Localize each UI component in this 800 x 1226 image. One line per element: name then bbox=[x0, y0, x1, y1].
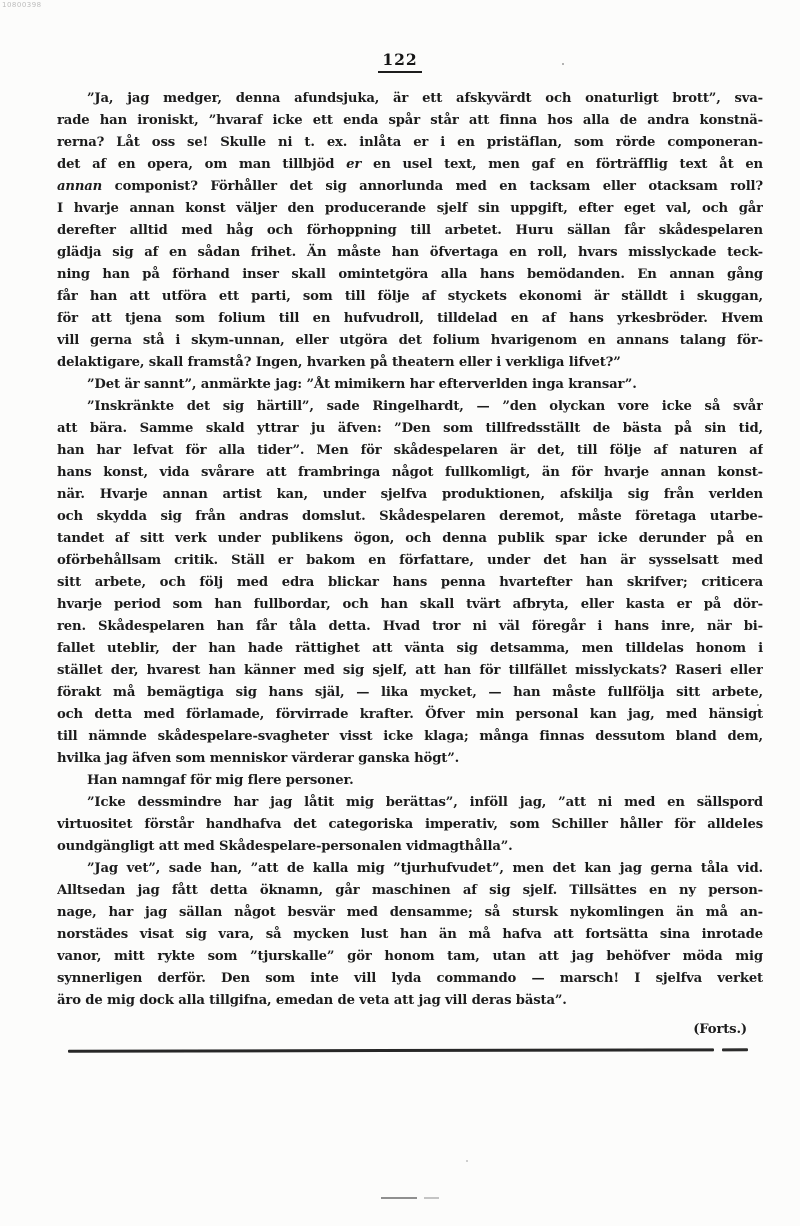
text-segment: oförbehållsam critik. Ställ er bakom en författare, under det han är sysselsatt med bbox=[57, 553, 763, 568]
bottom-smudge-mark bbox=[381, 1196, 445, 1199]
text-line bbox=[57, 550, 763, 572]
text-line bbox=[57, 682, 763, 704]
continuation-mark: (Forts.) bbox=[693, 1022, 747, 1037]
text-line bbox=[57, 858, 763, 880]
text-segment: tandet af sitt verk under publikens ögon, och denna publik spar icke derunder på en bbox=[57, 531, 763, 546]
text-line bbox=[57, 572, 763, 594]
text-line bbox=[57, 418, 763, 440]
text-line bbox=[57, 88, 763, 110]
rule-main-segment bbox=[68, 1048, 714, 1052]
bottom-rule bbox=[68, 1048, 750, 1052]
text-line bbox=[57, 946, 763, 968]
text-line bbox=[57, 660, 763, 682]
text-segment: nage, har jag sällan något besvär med densamme; så stursk nykomlingen än må an- bbox=[57, 905, 763, 920]
text-line bbox=[57, 968, 763, 990]
text-line bbox=[57, 748, 763, 770]
text-segment: componist? Förhåller det sig annorlunda med en tacksam eller otacksam roll? bbox=[102, 179, 763, 194]
text-line bbox=[57, 902, 763, 924]
text-segment: när. Hvarje annan artist kan, under sjelfva produktionen, afskilja sig från verlden bbox=[57, 487, 763, 502]
text-line bbox=[57, 176, 763, 198]
text-segment: hvarje period som han fullbordar, och han skall tvärt afbryta, eller kasta er på dör- bbox=[57, 597, 763, 612]
text-segment: fallet uteblir, der han hade rättighet att vänta sig detsamma, men tilldelas honom i bbox=[57, 641, 763, 656]
text-segment: hans konst, vida svårare att frambringa något fullkomligt, än för hvarje annan konst- bbox=[57, 465, 763, 480]
text-segment: ”Det är sannt”, anmärkte jag: ”Åt mimikern har efterverlden inga kransar”. bbox=[87, 377, 637, 392]
text-line bbox=[57, 286, 763, 308]
text-segment: han har lefvat för alla tider”. Men för skådespelaren är det, till följe af naturen af bbox=[57, 443, 763, 458]
text-line bbox=[57, 836, 763, 858]
text-segment: rade han ironiskt, ”hvaraf icke ett enda spår står att finna hos alla de andra konstnä- bbox=[57, 113, 763, 128]
italic-text-segment: annan bbox=[57, 179, 103, 194]
text-segment: stället der, hvarest han känner med sig sjelf, att han för tillfället misslyckats? Raseri eller bbox=[57, 663, 763, 678]
text-segment: ”Ja, jag medger, denna afundsjuka, är ett afskyvärdt och onaturligt brott”, sva- bbox=[87, 91, 763, 106]
smudge-dark-segment bbox=[381, 1197, 417, 1199]
text-segment: Han namngaf för mig flere personer. bbox=[87, 773, 354, 788]
text-segment: vanor, mitt rykte som ”tjurskalle” gör honom tam, utan att jag behöfver möda mig bbox=[57, 949, 763, 964]
text-line bbox=[57, 264, 763, 286]
page-header bbox=[0, 50, 800, 73]
text-line bbox=[57, 462, 763, 484]
text-segment: ”Jag vet”, sade han, ”att de kalla mig ”tjurhufvudet”, men det kan jag gerna tåla vid. bbox=[87, 861, 763, 876]
smudge-light-segment bbox=[424, 1197, 439, 1199]
text-segment: glädja sig af en sådan frihet. Än måste han öfvertaga en roll, hvars misslyckade teck- bbox=[57, 245, 763, 260]
text-line bbox=[57, 528, 763, 550]
text-segment: äro de mig dock alla tillgifna, emedan de veta att jag vill deras bästa”. bbox=[57, 993, 567, 1008]
text-segment: till nämnde skådespelare-svagheter visst icke klaga; många finnas dessutom bland dem, bbox=[57, 729, 763, 744]
text-segment: det af en opera, om man tillbjöd bbox=[57, 157, 347, 172]
text-segment: att bära. Samme skald yttrar ju äfven: ”Den som tillfredsställt de bästa på sin tid, bbox=[57, 421, 763, 436]
scan-id-watermark: 10800398 bbox=[2, 1, 42, 9]
ink-speck bbox=[757, 704, 759, 706]
text-line bbox=[57, 506, 763, 528]
text-line bbox=[57, 352, 763, 374]
text-segment: vill gerna stå i skym-unnan, eller utgöra det folium hvarigenom en annans talang för- bbox=[57, 333, 763, 348]
text-segment: rerna? Låt oss se! Skulle ni t. ex. inlåta er i en pristäflan, som rörde componeran- bbox=[57, 135, 763, 150]
rule-gap bbox=[714, 1049, 722, 1050]
italic-text-segment: er bbox=[346, 157, 362, 172]
text-line bbox=[57, 132, 763, 154]
text-segment: synnerligen derför. Den som inte vill lyda commando — marsch! I sjelfva verket bbox=[57, 971, 763, 986]
text-segment: och skydda sig från andras domslut. Skådespelaren deremot, måste företaga utarbe- bbox=[57, 509, 763, 524]
text-line bbox=[57, 594, 763, 616]
ink-speck bbox=[466, 1160, 468, 1162]
text-line bbox=[57, 880, 763, 902]
text-line bbox=[57, 198, 763, 220]
text-lines-container bbox=[57, 88, 763, 1012]
text-line bbox=[57, 770, 763, 792]
text-segment: en usel text, men gaf en förträfflig text åt en bbox=[361, 157, 763, 172]
text-segment: ning han på förhand inser skall omintetgöra alla hans bemödanden. En annan gång bbox=[57, 267, 763, 282]
ink-speck bbox=[562, 63, 564, 65]
text-segment: ”Inskränkte det sig härtill”, sade Ringelhardt, — ”den olyckan vore icke så svår bbox=[87, 399, 763, 414]
text-line bbox=[57, 154, 763, 176]
text-line bbox=[57, 484, 763, 506]
text-segment: I hvarje annan konst väljer den producerande sjelf sin uppgift, efter eget val, och går bbox=[57, 201, 763, 216]
text-line bbox=[57, 792, 763, 814]
text-segment: norstädes visat sig vara, så mycken lust han än må hafva att fortsätta sina inrotade bbox=[57, 927, 763, 942]
text-line bbox=[57, 396, 763, 418]
text-segment: ren. Skådespelaren han får tåla detta. Hvad tror ni väl föregår i hans inre, när bi- bbox=[57, 619, 763, 634]
text-segment: får han att utföra ett parti, som till följe af styckets ekonomi är ställdt i skuggan, bbox=[57, 289, 763, 304]
page-number: 122 bbox=[378, 50, 421, 73]
text-line bbox=[57, 990, 763, 1012]
text-segment: och detta med förlamade, förvirrade krafter. Öfver min personal kan jag, med hänsigt bbox=[57, 707, 763, 722]
text-line bbox=[57, 374, 763, 396]
text-segment: för att tjena som folium till en hufvudroll, tilldelad en af hans yrkesbröder. Hvem bbox=[57, 311, 763, 326]
text-line bbox=[57, 638, 763, 660]
text-line bbox=[57, 924, 763, 946]
text-segment: förakt må bemägtiga sig hans själ, — lika mycket, — han måste fullfölja sitt arbete, bbox=[57, 685, 763, 700]
text-line bbox=[57, 440, 763, 462]
text-line bbox=[57, 814, 763, 836]
text-line bbox=[57, 220, 763, 242]
text-line bbox=[57, 616, 763, 638]
text-segment: ”Icke dessmindre har jag låtit mig berättas”, inföll jag, ”att ni med en sällspord bbox=[87, 795, 763, 810]
text-segment: delaktigare, skall framstå? Ingen, hvarken på theatern eller i verkliga lifvet?” bbox=[57, 355, 621, 370]
text-line bbox=[57, 308, 763, 330]
text-line bbox=[57, 110, 763, 132]
body-text bbox=[57, 88, 763, 1041]
text-segment: Alltsedan jag fått detta öknamn, går maschinen af sig sjelf. Tillsättes en ny person- bbox=[57, 883, 763, 898]
text-segment: sitt arbete, och följ med edra blickar hans penna hvartefter han skrifver; criticera bbox=[57, 575, 763, 590]
text-line bbox=[57, 726, 763, 748]
text-segment: oundgängligt att med Skådespelare-personalen vidmagthålla”. bbox=[57, 839, 513, 854]
text-segment: derefter alltid med håg och förhoppning till arbetet. Huru sällan får skådespelaren bbox=[57, 223, 763, 238]
text-line bbox=[57, 704, 763, 726]
text-segment: virtuositet förstår handhafva det categoriska imperativ, som Schiller håller för alldeles bbox=[57, 817, 763, 832]
text-line bbox=[57, 242, 763, 264]
text-line bbox=[57, 330, 763, 352]
rule-dash-segment bbox=[722, 1048, 748, 1051]
text-segment: hvilka jag äfven som menniskor värderar ganska högt”. bbox=[57, 751, 460, 766]
